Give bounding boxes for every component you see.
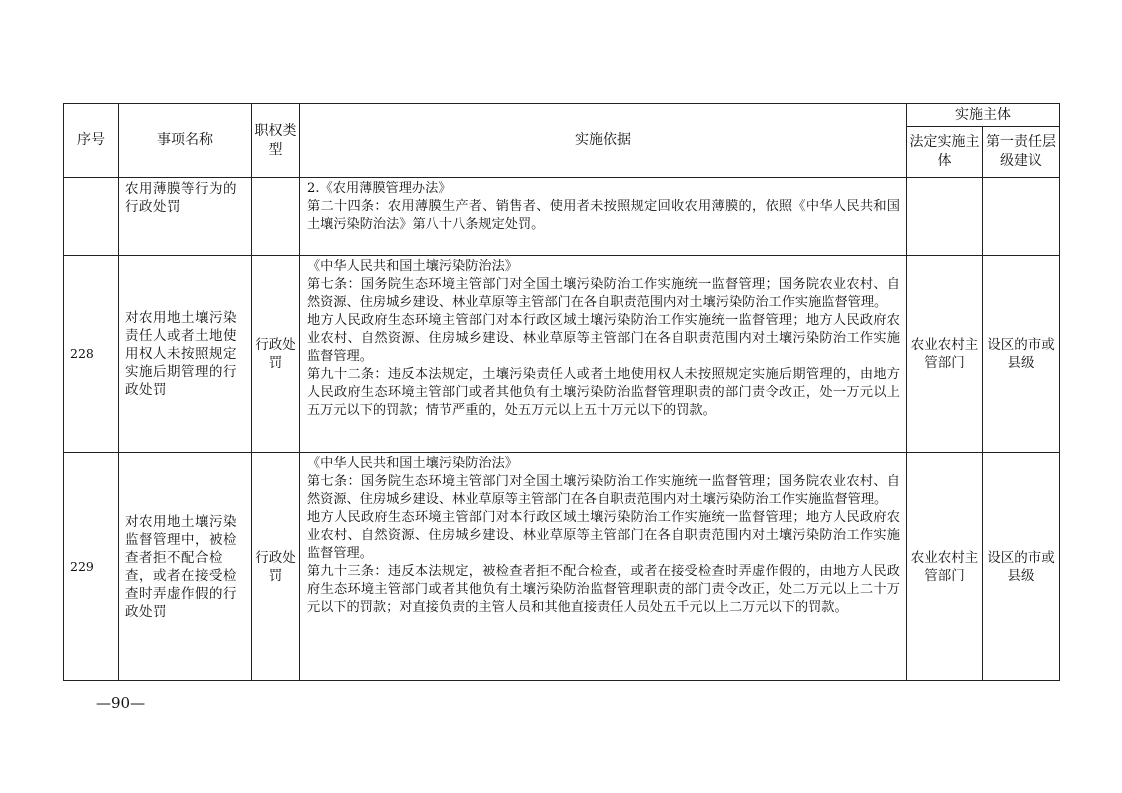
row-legal-basis bbox=[300, 178, 907, 256]
header-legal-basis: 实施依据 bbox=[300, 104, 907, 178]
row-item-name: 对农用地土壤污染责任人或者土地使用权人未按照规定实施后期管理的行政处罚 bbox=[119, 256, 252, 453]
row-serial-number: 228 bbox=[64, 256, 119, 453]
header-serial-number: 序号 bbox=[64, 104, 119, 178]
basis-paragraph: 《中华人民共和国土壤污染防治法》 bbox=[307, 456, 518, 471]
header-responsibility-level: 第一责任层级建议 bbox=[983, 127, 1060, 178]
row-responsibility-level: 设区的市或县级 bbox=[983, 453, 1060, 681]
row-serial-number: 229 bbox=[64, 453, 119, 681]
basis-paragraph: 《中华人民共和国土壤污染防治法》 bbox=[307, 259, 518, 274]
row-legal-subject: 农业农村主管部门 bbox=[907, 256, 983, 453]
basis-paragraph: 第七条：国务院生态环境主管部门对全国土壤污染防治工作实施统一监督管理；国务院农业农村、自然资源、住房城乡建设、林业草原等主管部门在各自职责范围内对土壤污染防治工作实施监督管理。 bbox=[307, 277, 900, 310]
basis-paragraph: 第二十四条：农用薄膜生产者、销售者、使用者未按照规定回收农用薄膜的，依照《中华人民共和国土壤污染防治法》第八十八条规定处罚。 bbox=[307, 199, 900, 232]
row-power-type: 行政处罚 bbox=[252, 256, 300, 453]
row-serial-number bbox=[64, 178, 119, 256]
row-item-name: 对农用地土壤污染监督管理中，被检查者拒不配合检查，或者在接受检查时弄虚作假的行政处罚 bbox=[119, 453, 252, 681]
basis-paragraph: 第九十三条：违反本法规定，被检查者拒不配合检查，或者在接受检查时弄虚作假的，由地方人民政府生态环境主管部门或者其他负有土壤污染防治监督管理职责的部门责令改正，处二万元以上二十万元以下的罚款；对直接负责的主管人员和其他直接责任人员处五千元以上二万元以下的罚款。 bbox=[307, 564, 900, 615]
table-row bbox=[64, 453, 1060, 681]
header-implementing-subject: 实施主体 bbox=[907, 104, 1060, 127]
enforcement-items-table bbox=[63, 103, 1060, 681]
page-number: —90— bbox=[96, 694, 146, 712]
header-legal-subject: 法定实施主体 bbox=[907, 127, 983, 178]
basis-paragraph: 地方人民政府生态环境主管部门对本行政区域土壤污染防治工作实施统一监督管理；地方人民政府农业农村、自然资源、住房城乡建设、林业草原等主管部门在各自职责范围内对土壤污染防治工作实施监督管理。 bbox=[307, 313, 900, 364]
row-responsibility-level bbox=[983, 178, 1060, 256]
basis-paragraph: 第九十二条：违反本法规定，土壤污染责任人或者土地使用权人未按照规定实施后期管理的，由地方人民政府生态环境主管部门或者其他负有土壤污染防治监督管理职责的部门责令改正，处一万元以上五万元以下的罚款；情节严重的，处五万元以上五十万元以下的罚款。 bbox=[307, 367, 900, 418]
row-legal-subject bbox=[907, 178, 983, 256]
basis-paragraph: 2.《农用薄膜管理办法》 bbox=[307, 181, 452, 196]
header-item-name: 事项名称 bbox=[119, 104, 252, 178]
row-item-name: 农用薄膜等行为的行政处罚 bbox=[119, 178, 252, 256]
table-row bbox=[64, 256, 1060, 453]
row-power-type: 行政处罚 bbox=[252, 453, 300, 681]
basis-paragraph: 第七条：国务院生态环境主管部门对全国土壤污染防治工作实施统一监督管理；国务院农业农村、自然资源、住房城乡建设、林业草原等主管部门在各自职责范围内对土壤污染防治工作实施监督管理。 bbox=[307, 474, 900, 507]
row-legal-subject: 农业农村主管部门 bbox=[907, 453, 983, 681]
row-legal-basis bbox=[300, 256, 907, 453]
row-legal-basis bbox=[300, 453, 907, 681]
header-power-type: 职权类型 bbox=[252, 104, 300, 178]
row-power-type bbox=[252, 178, 300, 256]
document-table-container bbox=[63, 103, 1059, 681]
row-responsibility-level: 设区的市或县级 bbox=[983, 256, 1060, 453]
table-row bbox=[64, 178, 1060, 256]
basis-paragraph: 地方人民政府生态环境主管部门对本行政区域土壤污染防治工作实施统一监督管理；地方人民政府农业农村、自然资源、住房城乡建设、林业草原等主管部门在各自职责范围内对土壤污染防治工作实施监督管理。 bbox=[307, 510, 900, 561]
